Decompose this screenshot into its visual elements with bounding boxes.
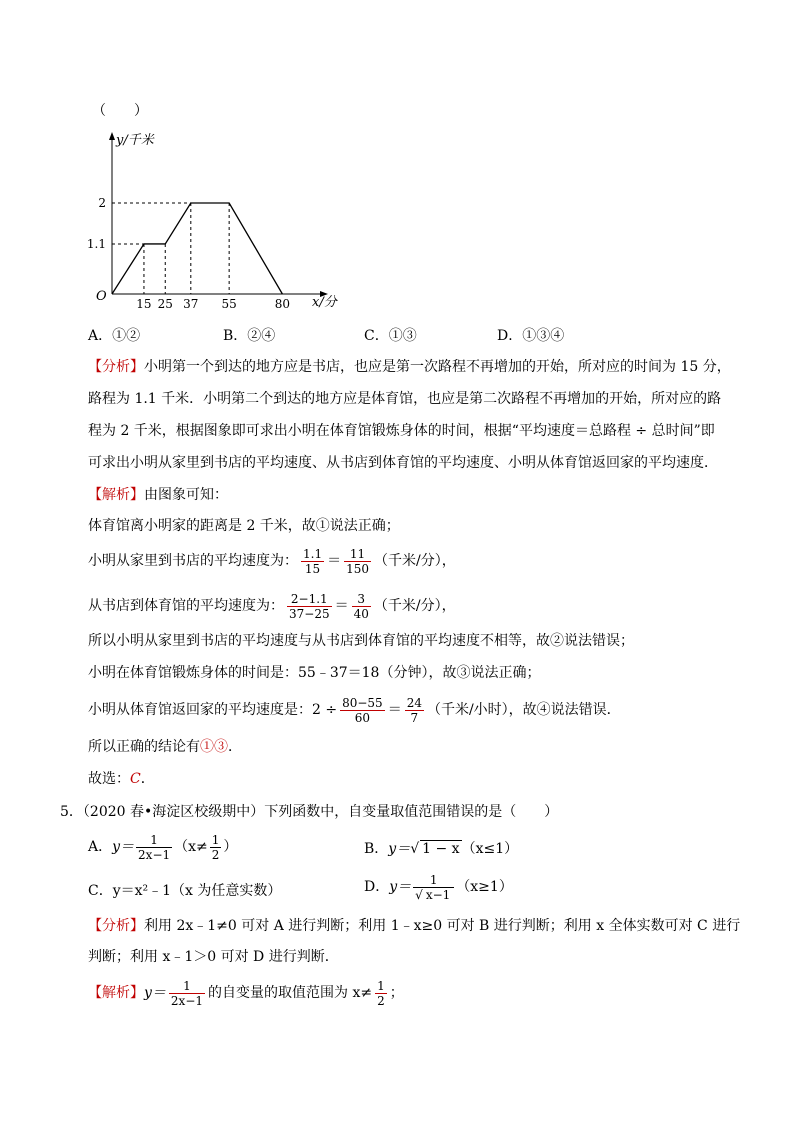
- q5-sol-den: 2x−1: [170, 993, 204, 1008]
- q5-a-cond-den: 2: [211, 847, 220, 862]
- q5-a-label: A．: [88, 839, 113, 855]
- s3-frac-1-den: 37−25: [289, 606, 330, 621]
- solution-line-8: [88, 769, 728, 789]
- y-tick-label: 2: [98, 196, 106, 210]
- q5-sol-cond-den: 2: [377, 993, 385, 1008]
- s2-frac-1: [301, 547, 324, 576]
- analysis-line-1: [88, 357, 731, 377]
- s2-eq: ＝: [327, 553, 342, 569]
- sqrt-icon: √: [415, 887, 423, 902]
- analysis-line-4: 可求出小明从家里到书店的平均速度、从书店到体育馆的平均速度、小明从体育馆返回家的平均速度．: [88, 455, 718, 471]
- sqrt-icon: √: [410, 841, 420, 857]
- x-tick-label: 80: [274, 297, 291, 311]
- s3-frac-2-den: 40: [353, 606, 369, 621]
- q5-d-cond: （x≥1）: [456, 879, 513, 895]
- q5-b-label: B．: [364, 841, 389, 857]
- s8-answer: C: [130, 771, 141, 787]
- q5-d-den: [413, 888, 454, 902]
- q5-d-y: y＝: [389, 879, 412, 895]
- q5-sol-mid: 的自变量的取值范围为 x≠: [208, 985, 373, 1001]
- s8-text: 故选：: [88, 771, 130, 787]
- q5-a-den: 2x−1: [138, 847, 171, 862]
- q5-analysis-tag: 【分析】: [88, 918, 144, 934]
- s3-unit: （千米/分），: [373, 598, 456, 614]
- q5-stem: 5．（2020 春•海淀区校级期中）下列函数中，自变量取值范围错误的是（ ）: [60, 804, 559, 820]
- analysis-text: 小明第一个到达的地方应是书店，也应是第一次路程不再增加的开始，所对应的时间为 15 分，: [144, 359, 731, 375]
- s3-frac-2: [352, 592, 371, 621]
- option-c: C．①③: [364, 328, 417, 344]
- s3-text: 从书店到体育馆的平均速度为：: [88, 598, 284, 614]
- q5-b-y: y＝: [388, 841, 411, 857]
- x-tick-label: 15: [136, 297, 152, 311]
- analysis-tag: 【分析】: [88, 359, 144, 375]
- s7-post: ．: [228, 739, 242, 755]
- s2-unit: （千米/分），: [374, 553, 456, 569]
- q5-solution-line: [88, 978, 404, 1008]
- solution-line-7: [88, 737, 728, 757]
- x-tick-label: 37: [183, 297, 199, 311]
- solution-line-2: [88, 546, 728, 576]
- s6-eq: ＝: [387, 702, 402, 718]
- s3-frac-1-num: 2−1.1: [287, 592, 332, 607]
- s3-eq: ＝: [334, 598, 349, 614]
- s6-post: （千米/小时），故④说法错误．: [426, 702, 621, 718]
- q5-sol-cond-frac: [375, 979, 387, 1008]
- s6-frac-1-num: 80−55: [342, 695, 383, 710]
- option-a: A．①②: [88, 328, 141, 344]
- s3-frac-1: [287, 592, 332, 621]
- q5-a-cond-pre: （x≠: [174, 839, 208, 855]
- s3-frac-2-num: 3: [352, 592, 371, 607]
- q5-analysis-text: 利用 2x﹣1≠0 可对 A 进行判断；利用 1﹣x≥0 可对 B 进行判断；利用 x 全体实数可对 C 进行: [144, 918, 741, 934]
- analysis-line-2: 路程为 1.1 千米．小明第二个到达的地方应是体育馆，也应是第二次路程不再增加的开始，所对应的路: [88, 391, 722, 407]
- q5-a-cond-frac: [210, 833, 222, 862]
- q5-a-y: y＝: [112, 839, 135, 855]
- x-tick-label: 55: [221, 297, 237, 311]
- series-line: [112, 203, 282, 294]
- solution-line-1: 体育馆离小明家的距离是 2 千米，故①说法正确；: [88, 518, 400, 534]
- s2-frac-2-den: 150: [346, 561, 369, 576]
- s2-frac-2: [344, 547, 371, 576]
- q5-option-c: C．y＝x²﹣1（x 为任意实数）: [88, 883, 282, 899]
- q5-d-radicand: x−1: [425, 887, 451, 902]
- x-tick-label: 25: [157, 297, 173, 311]
- q5-b-cond: （x≤1）: [461, 841, 519, 857]
- q5-option-a: [88, 832, 237, 862]
- q5-analysis-line-1: [88, 916, 741, 936]
- q5-solution-tag: 【解析】: [88, 985, 144, 1001]
- s2-frac-1-den: 15: [304, 561, 321, 576]
- s2-frac-1-num: 1.1: [303, 546, 323, 561]
- q5-option-d: [364, 872, 513, 902]
- solution-line-5: 小明在体育馆锻炼身体的时间是：55﹣37＝18（分钟），故③说法正确；: [88, 665, 541, 681]
- s6-frac-1: [340, 696, 385, 725]
- q5-sol-end: ；: [389, 985, 404, 1001]
- q5-a-cond-post: ）: [223, 839, 238, 855]
- q5-d-num: 1: [413, 873, 454, 888]
- s6-frac-1-den: 60: [354, 710, 371, 725]
- analysis-line-3: 程为 2 千米，根据图象即可求出小明在体育馆锻炼身体的时间，根据“平均速度＝总路程 ÷ 总时间”即: [88, 423, 715, 439]
- solution-line-intro: [88, 485, 728, 505]
- option-b: B．②④: [223, 328, 276, 344]
- option-d: D．①③④: [497, 328, 565, 344]
- question-paren: （ ）: [92, 103, 148, 119]
- q5-option-b: [364, 838, 518, 858]
- q5-b-radicand: 1 − x: [422, 841, 460, 857]
- q5-a-frac: [136, 833, 172, 862]
- solution-line-6: [88, 695, 728, 725]
- q5-sol-cond-num: 1: [377, 978, 385, 993]
- y-axis-label: y/千米: [116, 133, 154, 148]
- x-axis-label: x/分: [312, 295, 337, 310]
- s6-frac-2: [405, 696, 424, 725]
- s2-frac-2-num: 11: [344, 547, 371, 562]
- q5-analysis-line-2: 判断；利用 x﹣1＞0 可对 D 进行判断．: [88, 949, 339, 965]
- y-tick-label: 1.1: [86, 236, 106, 251]
- s2-text: 小明从家里到书店的平均速度为：: [88, 553, 298, 569]
- q5-sol-num: 1: [169, 979, 205, 994]
- s7-answer: ①③: [200, 739, 228, 755]
- origin-label: O: [96, 289, 107, 304]
- solution-tag: 【解析】: [88, 487, 144, 503]
- y-axis-arrow-icon: [109, 132, 115, 140]
- s6-frac-2-num: 24: [406, 695, 422, 710]
- s7-text: 所以正确的结论有: [88, 739, 200, 755]
- q5-d-frac: [413, 873, 454, 902]
- q5-d-label: D．: [364, 879, 390, 895]
- s8-post: ．: [140, 771, 155, 787]
- s6-frac-2-den: 7: [410, 710, 419, 725]
- distance-time-chart: [80, 124, 360, 320]
- solution-intro: 由图象可知：: [144, 487, 228, 503]
- s6-text: 小明从体育馆返回家的平均速度是：2 ÷: [88, 702, 338, 718]
- q5-a-cond-num: 1: [211, 832, 220, 847]
- q5-a-num: 1: [136, 833, 172, 848]
- q5-sol-y: y＝: [144, 985, 166, 1001]
- q5-sol-frac: [169, 979, 205, 1008]
- solution-line-3: [88, 591, 728, 621]
- solution-line-4: 所以小明从家里到书店的平均速度与从书店到体育馆的平均速度不相等，故②说法错误；: [88, 633, 634, 649]
